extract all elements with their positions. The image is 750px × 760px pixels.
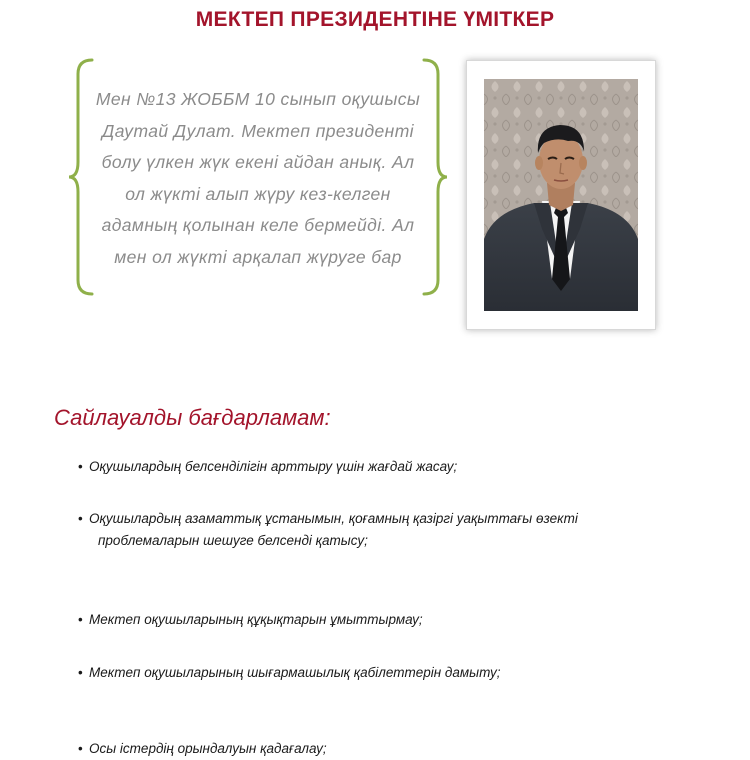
intro-frame xyxy=(66,58,450,296)
intro-line: Мен №13 ЖОББМ 10 сынып оқушысы xyxy=(95,89,421,109)
list-item: • Оқушылардың белсенділігін арттыру үшін жағдай жасау; xyxy=(78,456,698,478)
candidate-photo xyxy=(484,79,638,311)
intro-line: мен ол жүкті арқалап жүруге бар xyxy=(114,246,402,267)
list-item: • Мектеп оқушыларының шығармашылық қабілеттерін дамыту; xyxy=(78,662,698,684)
intro-line: ол жүкті алып жүру кез-келген xyxy=(125,183,391,204)
intro-line: болу үлкен жүк екені айдан анық. Ал xyxy=(101,152,415,172)
intro-text xyxy=(88,84,428,273)
program-heading: Сайлауалды бағдарламам: xyxy=(54,405,331,430)
list-item: • Оқушылардың азаматтық ұстанымын, қоғамның қазіргі уақыттағы өзекті проблемаларын шешуге белсенді қатысу; xyxy=(78,508,698,552)
bullet-icon: • xyxy=(78,459,83,474)
page-title: МЕКТЕП ПРЕЗИДЕНТІНЕ ҮМІТКЕР xyxy=(195,8,555,31)
bullet-icon: • xyxy=(78,665,83,680)
intro-line: Даутай Дулат. Мектеп президенті xyxy=(102,120,414,141)
bullet-icon: • xyxy=(78,741,83,756)
candidate-photo-frame xyxy=(466,60,656,330)
bullet-icon: • xyxy=(78,612,83,627)
list-item: • Осы істердің орындалуын қадағалау; xyxy=(78,738,698,760)
bullet-icon: • xyxy=(78,511,83,526)
list-item: • Мектеп оқушыларының құқықтарын ұмыттырмау; xyxy=(78,609,698,631)
intro-line: адамның қолынан келе бермейді. Ал xyxy=(101,215,415,235)
